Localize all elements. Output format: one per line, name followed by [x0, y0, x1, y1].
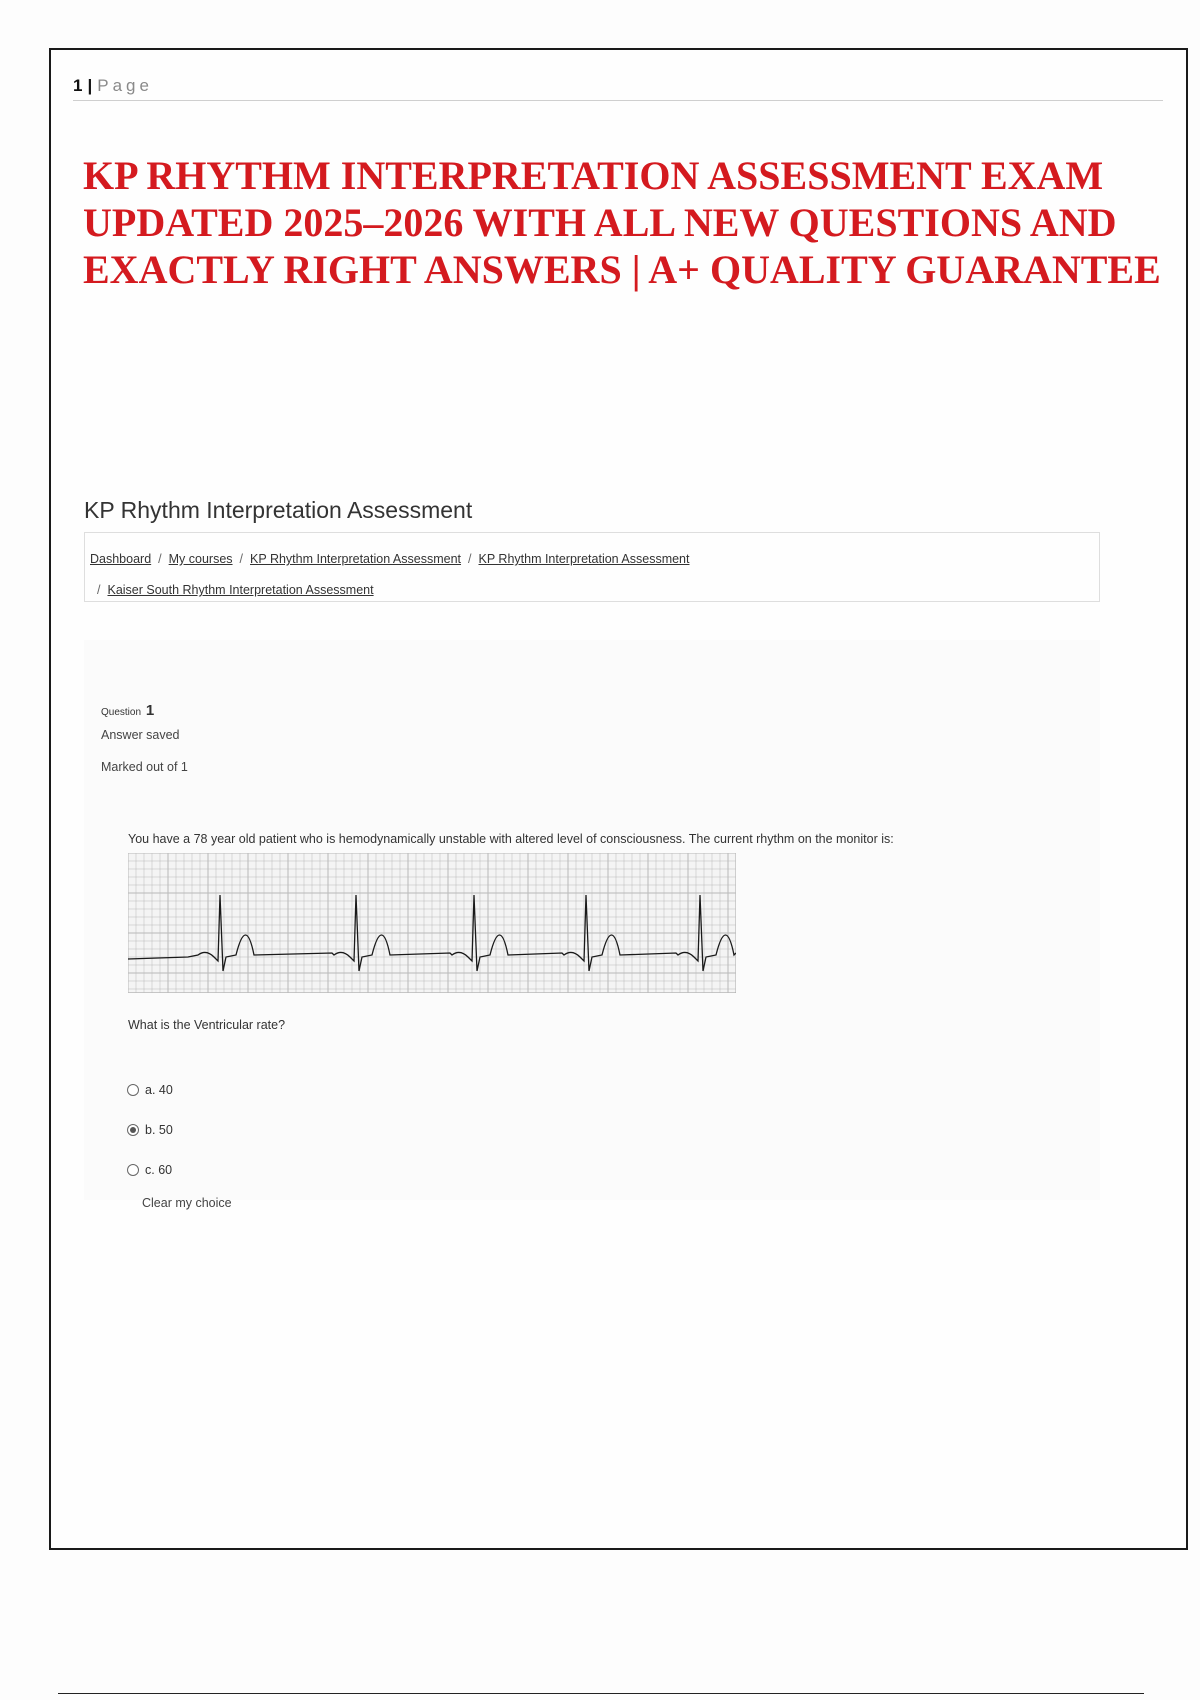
clear-choice-link[interactable]: Clear my choice — [142, 1196, 232, 1210]
question-number: 1 — [145, 702, 155, 719]
breadcrumb-section[interactable]: KP Rhythm Interpretation Assessment — [478, 552, 690, 566]
ecg-strip-image — [128, 853, 736, 993]
answer-options — [127, 1070, 173, 1190]
answer-option-b[interactable] — [127, 1110, 173, 1150]
breadcrumb-dashboard[interactable]: Dashboard — [90, 552, 152, 566]
breadcrumb-separator: / — [468, 552, 472, 566]
answer-option-b-label: b. 50 — [145, 1123, 173, 1137]
question-area — [84, 640, 1100, 1210]
answer-option-c[interactable] — [127, 1150, 173, 1190]
breadcrumb-separator: / — [158, 552, 162, 566]
question-label — [101, 702, 154, 719]
page-word: Page — [97, 76, 153, 95]
page-separator: | — [87, 76, 94, 95]
page-frame — [49, 48, 1188, 1550]
ecg-strip — [128, 853, 736, 998]
question-status: Answer saved — [101, 728, 180, 742]
breadcrumb-separator: / — [239, 552, 244, 566]
question-marks: Marked out of 1 — [101, 760, 188, 774]
answer-option-c-label: c. 60 — [145, 1163, 173, 1177]
breadcrumb-quiz[interactable]: Kaiser South Rhythm Interpretation Assessment — [107, 583, 374, 597]
breadcrumb — [84, 532, 1100, 602]
footer-rule — [58, 1693, 1144, 1694]
breadcrumb-course[interactable]: KP Rhythm Interpretation Assessment — [250, 552, 462, 566]
radio-a[interactable] — [127, 1084, 139, 1096]
page-header — [73, 76, 1163, 101]
page-number: 1 — [73, 76, 84, 95]
document-title: KP RHYTHM INTERPRETATION ASSESSMENT EXAM UPDATED 2025–2026 WITH ALL NEW QUESTIONS AND EXACTLY RIGHT ANSWERS | A+ QUALITY GUARANTEE — [83, 153, 1161, 292]
question-label-text: Question — [101, 707, 142, 718]
radio-c[interactable] — [127, 1164, 139, 1176]
breadcrumb-separator: / — [97, 583, 101, 597]
radio-b[interactable] — [127, 1124, 139, 1136]
breadcrumb-my-courses[interactable]: My courses — [168, 552, 233, 566]
answer-option-a[interactable] — [127, 1070, 173, 1110]
question-text: You have a 78 year old patient who is hemodynamically unstable with altered level of consciousness. The current rhythm on the monitor is: — [128, 832, 894, 846]
answer-option-a-label: a. 40 — [145, 1083, 173, 1097]
sub-question-text: What is the Ventricular rate? — [128, 1018, 286, 1032]
quiz-title: KP Rhythm Interpretation Assessment — [84, 497, 473, 523]
